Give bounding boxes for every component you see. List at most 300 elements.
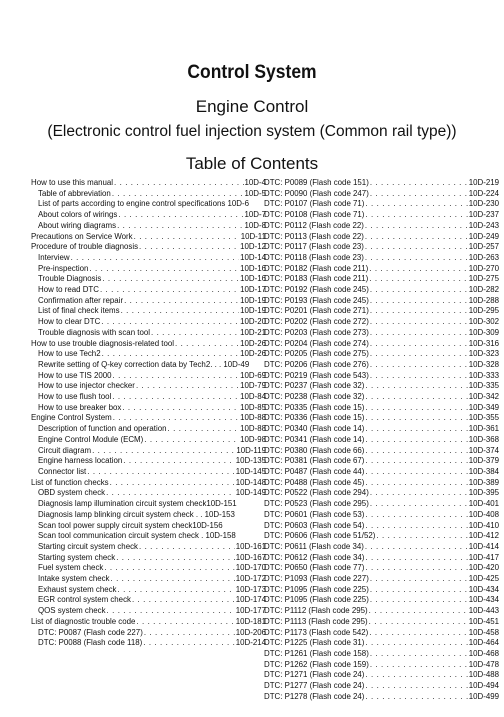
toc-entry[interactable] (31, 242, 266, 253)
toc-entry[interactable] (31, 274, 266, 285)
toc-entry-text: DTC: P0219 (Flash code 543) (264, 370, 369, 380)
toc-entry[interactable] (31, 371, 266, 382)
toc-entry[interactable] (264, 553, 499, 564)
toc-entry-page: 10D-434 (468, 595, 499, 605)
toc-entry-page: 10D-275 (468, 274, 499, 284)
dot-leader (365, 232, 468, 243)
toc-entry-page: 10D-21 (240, 327, 266, 337)
dot-leader (365, 242, 468, 253)
toc-entry[interactable] (31, 360, 266, 371)
toc-entry[interactable] (31, 488, 266, 499)
toc-entry[interactable] (264, 403, 499, 414)
toc-entry-page: 10D-181 (235, 616, 266, 626)
toc-entry-page: 10D-177 (235, 606, 266, 616)
toc-entry[interactable] (264, 542, 499, 553)
toc-entry[interactable] (264, 595, 499, 606)
dot-leader (116, 553, 235, 564)
toc-entry-text: How to use Tech2 (38, 349, 101, 359)
toc-entry-text: DTC: P0113 (Flash code 22) (264, 231, 364, 241)
toc-entry[interactable] (264, 317, 499, 328)
toc-entry-text: Scan tool power supply circuit system check10D-156 (38, 520, 223, 530)
toc-entry-page: 10D-309 (468, 327, 499, 337)
toc-entry-text: DTC: P1277 (Flash code 24) (264, 681, 365, 691)
toc-entry-text: DTC: P0523 (Flash code 295) (264, 499, 369, 509)
toc-entry-text: Trouble Diagnosis (38, 274, 102, 284)
dot-leader (365, 199, 467, 210)
dot-leader (117, 221, 243, 232)
toc-entry-text: DTC: P0603 (Flash code 54) (264, 520, 365, 530)
toc-entry-page: 10D-468 (468, 648, 499, 658)
toc-entry[interactable] (264, 253, 499, 264)
toc-entry[interactable] (31, 392, 266, 403)
toc-entry-text: DTC: P0118 (Flash code 23) (264, 252, 364, 262)
toc-entry-page: 10D-257 (468, 242, 499, 252)
toc-entry-text: DTC: P0193 (Flash code 245) (264, 295, 369, 305)
toc-entry[interactable] (264, 670, 499, 681)
toc-entry[interactable] (264, 339, 499, 350)
toc-entry[interactable] (31, 617, 266, 628)
dot-leader (369, 628, 467, 639)
toc-entry-text: Starting system check (38, 552, 116, 562)
toc-entry-text: DTC: P0087 (Flash code 227) (38, 627, 143, 637)
toc-entry-text: DTC: P0107 (Flash code 71) (264, 199, 365, 209)
toc-entry[interactable] (264, 199, 499, 210)
toc-entry-page: 10D-145 (235, 466, 266, 476)
dot-leader (365, 446, 467, 457)
toc-entry[interactable] (264, 660, 499, 671)
toc-entry-page: 10D-20 (240, 317, 266, 327)
toc-entry-text: DTC: P1095 (Flash code 225) (264, 584, 369, 594)
toc-entry[interactable] (31, 253, 266, 264)
toc-entry-text: How to read DTC (38, 285, 99, 295)
toc-entry[interactable] (264, 531, 499, 542)
toc-entry-text: DTC: P1278 (Flash code 24) (264, 691, 365, 701)
toc-entry-text: DTC: P0335 (Flash code 15) (264, 402, 365, 412)
toc-entry[interactable] (264, 521, 499, 532)
dot-leader (365, 253, 468, 264)
toc-entry[interactable] (31, 563, 266, 574)
dot-leader (370, 488, 468, 499)
toc-entry-page: 10D-410 (468, 520, 499, 530)
toc-entry[interactable] (31, 339, 266, 350)
toc-entry[interactable] (31, 189, 266, 200)
toc-entry[interactable] (264, 606, 499, 617)
toc-entry-text: Interview (38, 252, 70, 262)
toc-heading: Table of Contents (185, 154, 319, 173)
dot-leader (143, 638, 234, 649)
toc-entry-text: QOS system check (38, 606, 106, 616)
toc-entry[interactable] (264, 360, 499, 371)
toc-entry[interactable] (31, 467, 266, 478)
dot-leader (370, 339, 468, 350)
toc-entry[interactable] (264, 435, 499, 446)
toc-entry-page: 10D-434 (468, 584, 499, 594)
toc-entry-text: DTC: P1093 (Flash code 227) (264, 574, 369, 584)
toc-entry-text: Rewrite setting of Q-key correction data by Tech2. . . 10D-49 (38, 359, 250, 369)
dot-leader (118, 210, 243, 221)
dot-leader (370, 360, 468, 371)
toc-entry-text: Precautions on Service Work (31, 231, 133, 241)
dot-leader (370, 649, 468, 660)
toc-entry[interactable] (264, 328, 499, 339)
dot-leader (110, 574, 234, 585)
dot-leader (365, 467, 467, 478)
toc-entry-page: 10D-148 (235, 477, 266, 487)
dot-leader (370, 296, 468, 307)
dot-leader (132, 595, 235, 606)
toc-entry-text: DTC: P0336 (Flash code 15) (264, 413, 365, 423)
toc-entry[interactable] (31, 521, 266, 532)
toc-entry-page: 10D-173 (235, 584, 266, 594)
toc-entry-text: DTC: P0601 (Flash code 53) (264, 509, 365, 519)
toc-entry-page: 10D-414 (468, 541, 499, 551)
toc-entry-text: DTC: P0088 (Flash code 118) (38, 638, 143, 648)
toc-entry-page: 10D-206 (235, 627, 266, 637)
toc-entry-page: 10D-379 (468, 456, 499, 466)
toc-entry-page: 10D-5 (244, 188, 266, 198)
toc-entry-page: 10D-26 (240, 338, 266, 348)
toc-entry-text: DTC: P1261 (Flash code 158) (264, 648, 369, 658)
toc-entry-text: DTC: P1112 (Flash code 295) (264, 606, 368, 616)
toc-entry-page: 10D-149 (235, 488, 266, 498)
toc-entry-page: 10D-19 (240, 306, 266, 316)
toc-entry-page: 10D-88 (240, 424, 266, 434)
dot-leader (369, 264, 467, 275)
toc-entry[interactable] (31, 285, 266, 296)
toc-entry[interactable] (31, 317, 266, 328)
toc-entry-text: Diagnosis lamp blinking circuit system check . . 10D-153 (38, 509, 235, 519)
dot-leader (365, 692, 467, 703)
toc-entry-page: 10D-384 (468, 466, 499, 476)
toc-entry[interactable] (264, 189, 499, 200)
toc-entry[interactable] (264, 467, 499, 478)
toc-entry-text: DTC: P0108 (Flash code 71) (264, 210, 365, 220)
dot-leader (370, 499, 468, 510)
toc-entry-page: 10D-167 (235, 552, 266, 562)
toc-entry-text: DTC: P0183 (Flash code 211) (264, 274, 369, 284)
toc-entry-text: DTC: P0182 (Flash code 211) (264, 263, 369, 273)
toc-entry-text: DTC: P0238 (Flash code 32) (264, 392, 365, 402)
toc-entry-text: Pre-inspection (38, 263, 89, 273)
dot-leader (365, 403, 467, 414)
toc-entry-text: DTC: P0606 (Flash code 51/52) (264, 531, 376, 541)
toc-entry[interactable] (264, 371, 499, 382)
dot-leader (102, 349, 240, 360)
toc-entry-text: DTC: P0206 (Flash code 276) (264, 359, 369, 369)
toc-entry[interactable] (264, 488, 499, 499)
toc-entry[interactable] (31, 606, 266, 617)
toc-entry[interactable] (264, 563, 499, 574)
toc-entry-text: List of diagnostic trouble code (31, 616, 136, 626)
toc-entry[interactable] (264, 264, 499, 275)
toc-entry-text: How to clear DTC (38, 317, 101, 327)
toc-entry-text: DTC: P0203 (Flash code 273) (264, 327, 369, 337)
toc-entry-page: 10D-443 (468, 606, 499, 616)
dot-leader (370, 349, 468, 360)
toc-entry-text: About colors of wirings (38, 210, 118, 220)
toc-entry[interactable] (31, 424, 266, 435)
toc-entry[interactable] (264, 585, 499, 596)
toc-entry[interactable] (31, 264, 266, 275)
toc-entry-page: 10D-172 (235, 574, 266, 584)
toc-entry[interactable] (31, 446, 266, 457)
toc-entry-page: 10D-263 (468, 252, 499, 262)
dot-leader (370, 371, 468, 382)
toc-entry[interactable] (31, 531, 266, 542)
toc-entry-page: 10D-14 (240, 252, 266, 262)
toc-entry-text: Engine Control Module (ECM) (38, 434, 144, 444)
toc-entry[interactable] (31, 210, 266, 221)
toc-entry-text: DTC: P1113 (Flash code 295) (264, 616, 368, 626)
dot-leader (134, 232, 240, 243)
toc-entry-text: DTC: P0341 (Flash code 14) (264, 434, 365, 444)
dot-leader (92, 446, 235, 457)
dot-leader (365, 681, 467, 692)
dot-leader (101, 317, 239, 328)
toc-entry[interactable] (264, 574, 499, 585)
toc-entry-text: How to use TIS 2000 (38, 370, 112, 380)
toc-entry[interactable] (31, 638, 266, 649)
toc-entry[interactable] (31, 456, 266, 467)
toc-entry-page: 10D-302 (468, 317, 499, 327)
toc-entry-page: 10D-374 (468, 445, 499, 455)
toc-entry[interactable] (31, 306, 266, 317)
toc-entry[interactable] (31, 585, 266, 596)
toc-entry-page: 10D-408 (468, 509, 499, 519)
toc-entry-text: List of final check items (38, 306, 120, 316)
toc-entry[interactable] (31, 221, 266, 232)
dot-leader (370, 574, 468, 585)
toc-entry[interactable] (264, 242, 499, 253)
toc-entry-page: 10D-8 (244, 220, 266, 230)
toc-entry[interactable] (264, 617, 499, 628)
toc-entry-page: 10D-425 (468, 574, 499, 584)
toc-right-column (264, 178, 499, 702)
toc-entry[interactable] (31, 595, 266, 606)
dot-leader (365, 553, 467, 564)
toc-entry-text: Connector list (38, 466, 87, 476)
toc-entry-text: DTC: P1262 (Flash code 159) (264, 659, 369, 669)
dot-leader (370, 285, 468, 296)
document-title: Control System (187, 62, 317, 83)
dot-leader (112, 189, 244, 200)
dot-leader (100, 285, 239, 296)
toc-entry[interactable] (31, 574, 266, 585)
toc-entry-text: Starting circuit system check (38, 541, 138, 551)
toc-entry[interactable] (31, 435, 266, 446)
toc-entry-page: 10D-494 (468, 681, 499, 691)
toc-entry[interactable] (264, 178, 499, 189)
dot-leader (365, 521, 467, 532)
toc-entry[interactable] (31, 510, 266, 521)
toc-entry[interactable] (31, 499, 266, 510)
toc-entry-page: 10D-170 (235, 563, 266, 573)
toc-entry-text: How to use breaker box (38, 402, 122, 412)
toc-entry-text: DTC: P0089 (Flash code 151) (264, 178, 369, 187)
dot-leader (104, 563, 234, 574)
toc-entry-text: Engine Control System (31, 413, 112, 423)
toc-entry[interactable] (31, 178, 266, 189)
toc-entry[interactable] (31, 328, 266, 339)
toc-entry-text: Circuit diagram (38, 445, 92, 455)
toc-entry[interactable] (264, 306, 499, 317)
toc-entry[interactable] (264, 510, 499, 521)
dot-leader (365, 210, 467, 221)
document-subtitle-detail: (Electronic control fuel injection system (Common rail type)) (47, 123, 457, 140)
dot-leader (370, 660, 468, 671)
toc-entry-text: DTC: P0117 (Flash code 23) (264, 242, 364, 252)
toc-entry-page: 10D-17 (240, 285, 266, 295)
toc-entry-page: 10D-389 (468, 477, 499, 487)
toc-entry[interactable] (264, 296, 499, 307)
dot-leader (121, 306, 240, 317)
dot-leader (365, 221, 468, 232)
toc-entry-text: List of function checks (31, 477, 109, 487)
toc-entry-text: Description of function and operation (38, 424, 167, 434)
toc-entry[interactable] (31, 199, 266, 210)
toc-entry[interactable] (31, 628, 266, 639)
dot-leader (144, 628, 235, 639)
toc-entry[interactable] (264, 285, 499, 296)
toc-entry-page: 10D-174 (235, 595, 266, 605)
dot-leader (365, 456, 467, 467)
toc-entry-text: EGR control system check (38, 595, 131, 605)
dot-leader (365, 381, 467, 392)
toc-entry-page: 10D-230 (468, 199, 499, 209)
dot-leader (102, 274, 239, 285)
toc-entry[interactable] (264, 349, 499, 360)
toc-entry[interactable] (264, 499, 499, 510)
toc-entry[interactable] (264, 381, 499, 392)
toc-entry-text: OBD system check (38, 488, 106, 498)
toc-entry-text: DTC: P0488 (Flash code 45) (264, 477, 365, 487)
toc-entry-page: 10D-85 (240, 402, 266, 412)
toc-entry[interactable] (31, 349, 266, 360)
dot-leader (139, 542, 235, 553)
toc-entry-text: Engine harness location (38, 456, 123, 466)
dot-leader (144, 435, 239, 446)
toc-entry[interactable] (264, 210, 499, 221)
dot-leader (113, 371, 240, 382)
toc-entry[interactable] (31, 553, 266, 564)
dot-leader (365, 392, 467, 403)
toc-entry-page: 10D-26 (240, 349, 266, 359)
toc-entry-page: 10D-333 (468, 370, 499, 380)
dot-leader (369, 274, 467, 285)
toc-entry[interactable] (31, 413, 266, 424)
toc-entry-text: DTC: P0381 (Flash code 67) (264, 456, 365, 466)
dot-leader (113, 413, 239, 424)
toc-entry[interactable] (31, 232, 266, 243)
dot-leader (112, 392, 239, 403)
dot-leader (369, 617, 468, 628)
dot-leader (376, 531, 467, 542)
dot-leader (89, 264, 239, 275)
toc-entry-text: DTC: P0340 (Flash code 14) (264, 424, 365, 434)
toc-entry-page: 10D-458 (468, 627, 499, 637)
toc-entry-page: 10D-219 (468, 178, 499, 187)
toc-entry-text: Diagnosis lamp illumination circuit system check10D-151 (38, 499, 237, 509)
toc-entry-text: DTC: P1225 (Flash code 31) (264, 638, 365, 648)
dot-leader (175, 339, 239, 350)
toc-entry-page: 10D-451 (468, 616, 499, 626)
toc-entry[interactable] (31, 542, 266, 553)
toc-entry-page: 10D-349 (468, 402, 499, 412)
toc-entry-text: How to use trouble diagnosis-related tool (31, 338, 174, 348)
toc-entry[interactable] (264, 478, 499, 489)
toc-entry-text: DTC: P0192 (Flash code 245) (264, 285, 369, 295)
toc-entry[interactable] (264, 424, 499, 435)
toc-entry-page: 10D-342 (468, 392, 499, 402)
toc-entry-page: 10D-88 (240, 413, 266, 423)
toc-entry-text: DTC: P0522 (Flash code 294) (264, 488, 369, 498)
toc-entry-text: Trouble diagnosis with scan tool (38, 327, 150, 337)
toc-entry-page: 10D-282 (468, 285, 499, 295)
toc-entry[interactable] (264, 638, 499, 649)
toc-entry[interactable] (31, 478, 266, 489)
toc-entry[interactable] (264, 232, 499, 243)
toc-entry[interactable] (264, 446, 499, 457)
toc-entry-page: 10D-478 (468, 659, 499, 669)
toc-entry-page: 10D-335 (468, 381, 499, 391)
toc-entry[interactable] (31, 381, 266, 392)
toc-entry-text: DTC: P0380 (Flash code 66) (264, 445, 365, 455)
dot-leader (365, 424, 467, 435)
dot-leader (87, 467, 234, 478)
toc-entry[interactable] (264, 692, 499, 703)
toc-entry-text: DTC: P1095 (Flash code 225) (264, 595, 369, 605)
dot-leader (365, 638, 467, 649)
toc-entry-page: 10D-237 (468, 210, 499, 220)
toc-entry[interactable] (264, 649, 499, 660)
toc-entry[interactable] (31, 296, 266, 307)
toc-entry-page: 10D-323 (468, 349, 499, 359)
dot-leader (365, 563, 467, 574)
toc-entry-page: 10D-98 (240, 434, 266, 444)
toc-entry[interactable] (264, 392, 499, 403)
dot-leader (370, 595, 468, 606)
toc-entry[interactable] (264, 221, 499, 232)
toc-entry-text: DTC: P1173 (Flash code 542) (264, 627, 369, 637)
toc-entry[interactable] (264, 628, 499, 639)
document-subtitle: Engine Control (195, 97, 309, 116)
toc-entry-page: 10D-224 (468, 188, 499, 198)
dot-leader (151, 328, 239, 339)
toc-entry-text: DTC: P0112 (Flash code 22) (264, 220, 364, 230)
toc-entry-page: 10D-288 (468, 295, 499, 305)
toc-entry[interactable] (31, 403, 266, 414)
toc-entry[interactable] (264, 681, 499, 692)
dot-leader (107, 606, 235, 617)
toc-entry-page: 10D-401 (468, 499, 499, 509)
toc-entry-text: Table of abbreviation (38, 188, 111, 198)
toc-entry-page: 10D-355 (468, 413, 499, 423)
toc-entry[interactable] (264, 413, 499, 424)
toc-entry-page: 10D-4 (244, 178, 266, 187)
toc-entry-page: 10D-119 (236, 445, 266, 455)
toc-entry-page: 10D-243 (468, 220, 499, 230)
toc-entry-page: 10D-270 (468, 263, 499, 273)
toc-entry[interactable] (264, 274, 499, 285)
dot-leader (122, 403, 239, 414)
toc-entry-text: Exhaust system check (38, 584, 117, 594)
toc-entry-text: Scan tool communication circuit system check . 10D-158 (38, 531, 236, 541)
toc-entry-page: 10D-16 (240, 274, 266, 284)
toc-entry[interactable] (264, 456, 499, 467)
toc-entry-text: DTC: P0090 (Flash code 247) (264, 188, 369, 198)
dot-leader (106, 488, 235, 499)
toc-entry-text: Fuel system check (38, 563, 104, 573)
